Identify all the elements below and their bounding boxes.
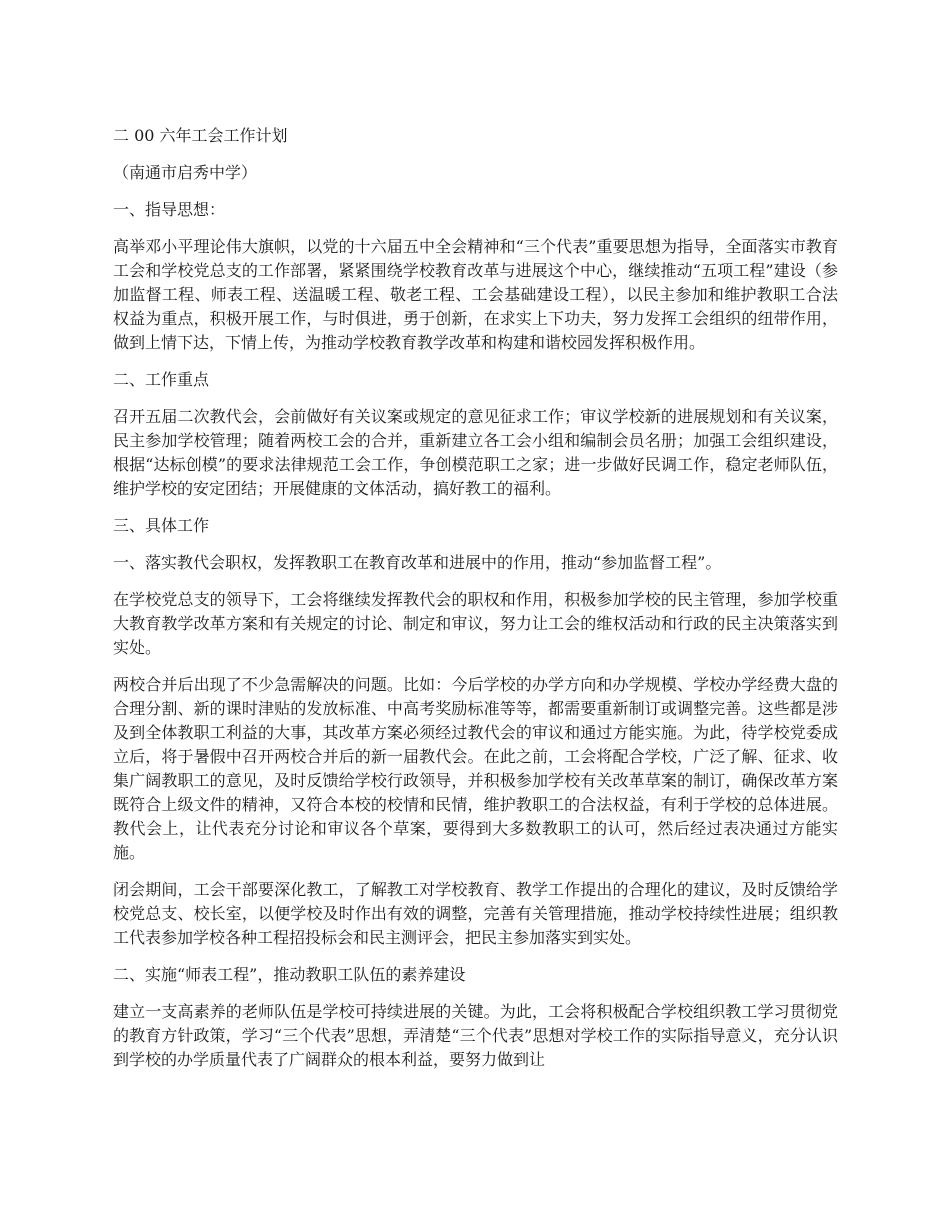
document-subtitle: （南通市启秀中学） (113, 163, 258, 182)
paragraph-supervision-2: 两校合并后出现了不少急需解决的问题。比如：今后学校的办学方向和办学规模、学校办学经费大盘的合理分割、新的课时津贴的发放标准、中高考奖励标准等等，都需要重新制订或调整完善。这些都是涉及到全体教职工利益的大事，其改革方案必须经过教代会的审议和通过方能实施。为此，待学校党委成立后，将于暑假中召开两校合并后的新一届教代会。在此之前，工会将配合学校，广泛了解、征求、收集广阔教职工的意见，及时反馈给学校行政领导，并积极参加学校有关改革草案的制订，确保改革方案既符合上级文件的精神，又符合本校的校情和民情，维护教职工的合法权益，有利于学校的总体进展。教代会上，让代表充分讨论和审议各个草案，要得到大多数教职工的认可，然后经过表决通过方能实施。 (113, 675, 838, 862)
item-heading-teacher-model-project: 二、实施“师表工程”，推动教职工队伍的素养建设 (113, 965, 466, 984)
paragraph-supervision-1: 在学校党总支的领导下，工会将继续发挥教代会的职权和作用，积极参加学校的民主管理，参加学校重大教育教学改革方案和有关规定的讨论、制定和审议，努力让工会的维权活动和行政的民主决策落实到实处。 (113, 590, 838, 657)
paragraph-supervision-3: 闭会期间，工会干部要深化教工，了解教工对学校教育、教学工作提出的合理化的建议，及时反馈给学校党总支、校长室，以便学校及时作出有效的调整，完善有关管理措施，推动学校持续性进展；组织教工代表参加学校各种工程招投标会和民主测评会，把民主参加落实到实处。 (113, 880, 838, 947)
document-title: 二 00 六年工会工作计划 (113, 126, 288, 145)
section-heading-work-focus: 二、工作重点 (113, 370, 210, 389)
paragraph-work-focus: 召开五届二次教代会，会前做好有关议案或规定的意见征求工作；审议学校新的进展规划和有关议案，民主参加学校管理；随着两校工会的合并，重新建立各工会小组和编制会员名册；加强工会组织建设，根据“达标创模”的要求法律规范工会工作，争创模范职工之家；进一步做好民调工作，稳定老师队伍，维护学校的安定团结；开展健康的文体活动，搞好教工的福利。 (113, 407, 838, 498)
paragraph-teacher-model-1: 建立一支高素养的老师队伍是学校可持续进展的关键。为此，工会将积极配合学校组织教工学习贯彻党的教育方针政策，学习“三个代表”思想，弄清楚“三个代表”思想对学校工作的实际指导意义，充分认识到学校的办学质量代表了广阔群众的根本利益，要努力做到让 (113, 1002, 838, 1069)
document-body (113, 124, 838, 1085)
item-heading-supervision-project: 一、落实教代会职权，发挥教职工在教育改革和进展中的作用，推动“参加监督工程”。 (113, 553, 722, 572)
section-heading-specific-work: 三、具体工作 (113, 516, 210, 535)
paragraph-guiding-ideology: 高举邓小平理论伟大旗帜，以党的十六届五中全会精神和“三个代表”重要思想为指导，全面落实市教育工会和学校党总支的工作部署，紧紧围绕学校教育改革与进展这个中心，继续推动“五项工程”建设（参加监督工程、师表工程、送温暖工程、敬老工程、工会基础建设工程），以民主参加和维护教职工合法权益为重点，积极开展工作，与时俱进，勇于创新，在求实上下功夫，努力发挥工会组织的纽带作用，做到上情下达，下情上传，为推动学校教育教学改革和构建和谐校园发挥积极作用。 (113, 237, 838, 352)
section-heading-guiding-ideology: 一、指导思想： (113, 200, 226, 219)
